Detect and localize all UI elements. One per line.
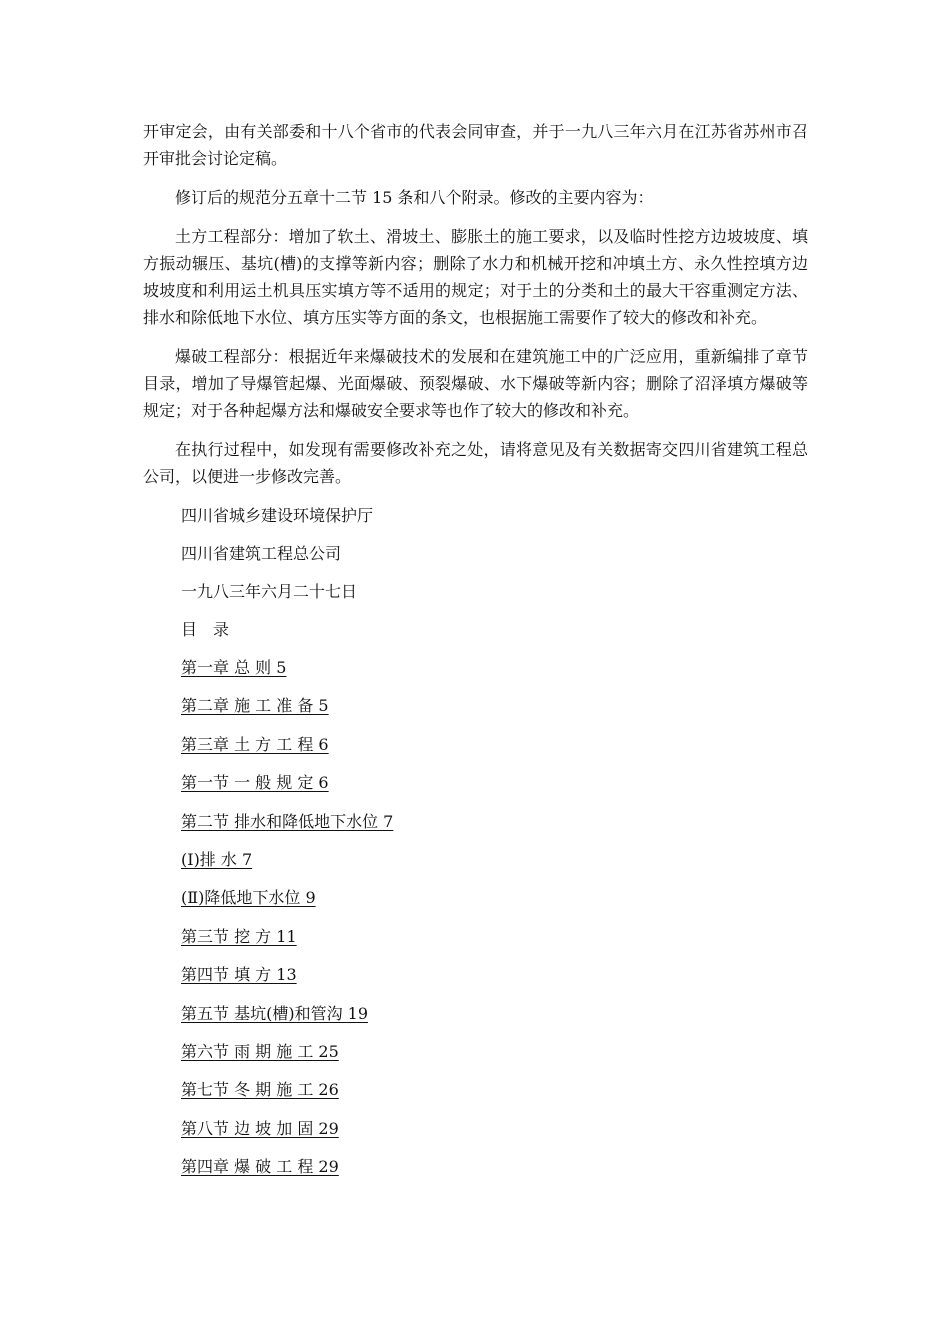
paragraph-feedback-request: 在执行过程中，如发现有需要修改补充之处，请将意见及有关数据寄交四川省建筑工程总公司，以便进一步修改完善。 xyxy=(143,440,808,486)
toc-link-section-3[interactable]: 第三节 挖 方 11 xyxy=(181,926,297,946)
toc-link-chapter-3[interactable]: 第三章 土 方 工 程 6 xyxy=(181,734,329,754)
toc-item xyxy=(181,808,808,846)
toc-link-section-5[interactable]: 第五节 基坑(槽)和管沟 19 xyxy=(181,1003,369,1023)
toc-item xyxy=(181,1038,808,1076)
toc-link-section-8[interactable]: 第八节 边 坡 加 固 29 xyxy=(181,1118,339,1138)
toc-item xyxy=(181,654,808,692)
paragraph-blasting-changes: 爆破工程部分：根据近年来爆破技术的发展和在建筑施工中的广泛应用，重新编排了章节目录，增加了导爆管起爆、光面爆破、预裂爆破、水下爆破等新内容；删除了沼泽填方爆破等规定；对于各种起爆方法和爆破安全要求等也作了较大的修改和补充。 xyxy=(143,347,808,420)
toc-item xyxy=(181,884,808,922)
toc-item xyxy=(181,846,808,884)
toc-item xyxy=(181,769,808,807)
toc-link-section-2[interactable]: 第二节 排水和降低地下水位 7 xyxy=(181,811,394,831)
table-of-contents xyxy=(143,654,808,1191)
signature-org-engineering-corp: 四川省建筑工程总公司 xyxy=(181,544,342,563)
toc-link-chapter-1[interactable]: 第一章 总 则 5 xyxy=(181,658,287,677)
toc-item xyxy=(181,1000,808,1038)
toc-link-subsection-drainage[interactable]: (Ⅰ)排 水 7 xyxy=(181,849,253,869)
toc-item xyxy=(181,1115,808,1153)
toc-item xyxy=(181,1153,808,1191)
toc-link-subsection-dewatering[interactable]: (Ⅱ)降低地下水位 9 xyxy=(181,888,316,908)
toc-item xyxy=(181,961,808,999)
paragraph-earthwork-changes: 土方工程部分：增加了软土、滑坡土、膨胀土的施工要求，以及临时性挖方边坡坡度、填方振动辗压、基坑(槽)的支撑等新内容；删除了水力和机械开挖和冲填土方、永久性控填方边坡坡度和利用运土机具压实填方等不适用的规定；对于土的分类和土的最大干容重测定方法、排水和除低地下水位、填方压实等方面的条文，也根据施工需要作了较大的修改和补充。 xyxy=(143,227,808,327)
toc-item xyxy=(181,1076,808,1114)
paragraph-structure-summary: 修订后的规范分五章十二节 15 条和八个附录。修改的主要内容为： xyxy=(175,188,654,207)
toc-link-section-4[interactable]: 第四节 填 方 13 xyxy=(181,965,297,985)
toc-link-chapter-2[interactable]: 第二章 施 工 准 备 5 xyxy=(181,696,329,716)
toc-item xyxy=(181,692,808,730)
signature-block xyxy=(143,502,808,616)
signature-date: 一九八三年六月二十七日 xyxy=(181,582,358,601)
paragraph-review-meeting: 开审定会，由有关部委和十八个省市的代表会同审查，并于一九八三年六月在江苏省苏州市召开审批会讨论定稿。 xyxy=(143,122,808,168)
toc-link-section-6[interactable]: 第六节 雨 期 施 工 25 xyxy=(181,1041,339,1061)
signature-org-construction-dept: 四川省城乡建设环境保护厅 xyxy=(181,506,374,525)
toc-item xyxy=(181,923,808,961)
toc-link-chapter-4[interactable]: 第四章 爆 破 工 程 29 xyxy=(181,1157,339,1177)
document-content xyxy=(143,118,808,1191)
toc-item xyxy=(181,731,808,769)
toc-title: 目 录 xyxy=(181,620,230,639)
toc-link-section-7[interactable]: 第七节 冬 期 施 工 26 xyxy=(181,1080,339,1100)
toc-link-section-1[interactable]: 第一节 一 般 规 定 6 xyxy=(181,773,329,793)
